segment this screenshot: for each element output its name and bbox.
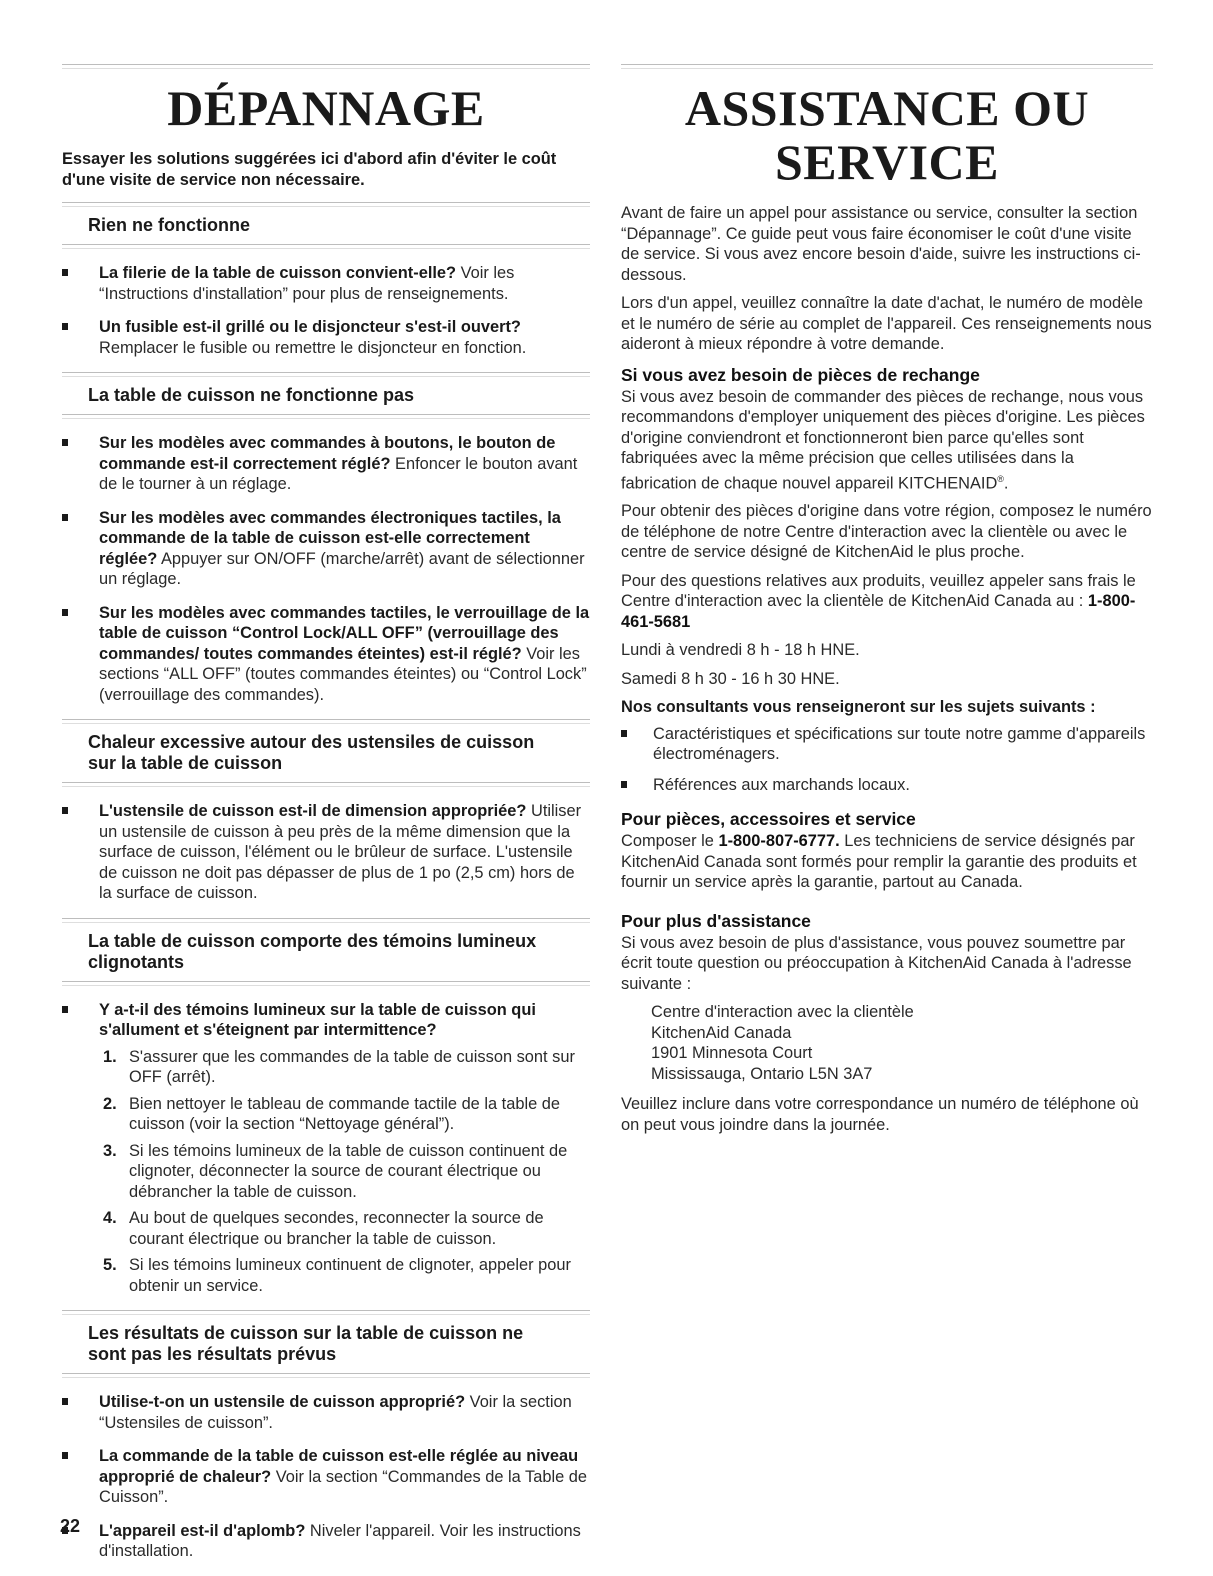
top-rule — [62, 64, 590, 69]
step-item — [99, 1208, 590, 1249]
paragraph: Avant de faire un appel pour assistance ou service, consulter la section “Dépannage”. Ce guide peut vous faire économiser le coût d'une visite de service. Si vous avez encore besoin d'aide, suivre les instructions ci-dessous. — [621, 204, 1141, 284]
question-text: L'appareil est-il d'aplomb? — [99, 1521, 306, 1540]
paragraph: Si vous avez besoin de plus d'assistance, vous pouvez soumettre par écrit toute question ou préoccupation à KitchenAid Canada à l'adresse suivante : — [621, 933, 1132, 993]
problem-list — [62, 1000, 590, 1297]
question-text: Sur les modèles avec commandes tactiles, le verrouillage de la table de cuisson “Control Lock/ALL OFF” (verrouillage des commandes/ toutes commandes éteintes) est-il réglé? — [99, 603, 590, 663]
question-text: Sur les modèles avec commandes électroniques tactiles, la commande de la table de cuisson est-elle correctement réglée? — [99, 508, 561, 568]
bullet-icon — [62, 1452, 68, 1459]
list-item — [62, 801, 590, 904]
consultants-heading: Nos consultants vous renseigneront sur les sujets suivants : — [621, 698, 1096, 717]
hours-saturday: Samedi 8 h 30 - 16 h 30 HNE. — [621, 669, 840, 688]
problem-list — [62, 263, 590, 358]
step-text: Bien nettoyer le tableau de commande tactile de la table de cuisson (voir la section “Nettoyage général”). — [129, 1094, 560, 1133]
paragraph: Veuillez inclure dans votre correspondance un numéro de téléphone où on peut vous joindre dans la journée. — [621, 1095, 1139, 1134]
subsection-heading: Pour pièces, accessoires et service — [621, 809, 916, 830]
problem-list — [62, 801, 590, 904]
topics-list — [621, 724, 1153, 796]
list-item — [62, 1446, 590, 1508]
list-item — [62, 603, 590, 706]
divider — [62, 244, 590, 249]
assistance-column — [621, 64, 1153, 1143]
topic-text: Références aux marchands locaux. — [653, 775, 910, 794]
title-line: SERVICE — [774, 134, 1000, 190]
address-line: Mississauga, Ontario L5N 3A7 — [651, 1064, 873, 1083]
paragraph-text: Si vous avez besoin de commander des pièces de rechange, nous vous recommandons d'employer uniquement des pièces d'origine. Les pièces d'origine conviendront et fonctionneront bien parce qu'elles sont fabriquées avec la même précision que celles utilisées dans la fabrication de chaque nouvel appareil KITCHENAID — [621, 387, 1145, 492]
paragraph-text: Composer le — [621, 832, 719, 851]
question-text: La commande de la table de cuisson est-elle réglée au niveau approprié de chaleur? — [99, 1447, 579, 1486]
step-number: 5. — [103, 1256, 117, 1274]
page-number: 22 — [60, 1516, 81, 1536]
bullet-icon — [621, 781, 627, 788]
list-item — [62, 1000, 590, 1297]
paragraph — [621, 571, 1153, 633]
section-heading: Les résultats de cuisson sur la table de cuisson ne sont pas les résultats prévus — [88, 1323, 524, 1364]
subsection-heading: Si vous avez besoin de pièces de rechange — [621, 364, 980, 385]
bullet-icon — [62, 323, 68, 330]
paragraph: Pour obtenir des pièces d'origine dans votre région, composez le numéro de téléphone de notre Centre d'interaction avec la clientèle ou avec le centre de service désigné de KitchenAid le plus proche. — [621, 502, 1152, 562]
question-text: La filerie de la table de cuisson convient-elle? — [99, 264, 457, 282]
bullet-icon — [62, 609, 68, 616]
answer-text: Voir la section “Commandes de la Table de Cuisson”. — [99, 1467, 588, 1506]
problem-list — [62, 433, 590, 705]
list-item — [62, 1521, 590, 1562]
section-heading: La table de cuisson ne fonctionne pas — [88, 385, 415, 405]
mailing-address — [651, 1002, 1153, 1084]
address-line: 1901 Minnesota Court — [651, 1044, 813, 1063]
bullet-icon — [62, 514, 68, 521]
answer-text: Utiliser un ustensile de cuisson à peu près de la même dimension que la surface de cuisson, l'élément ou le brûleur de surface. L'ustensile de cuisson ne doit pas dépasser de plus de 1 po (2,5 cm) hors de la surface de cuisson. — [99, 802, 582, 902]
divider — [62, 782, 590, 787]
list-item — [62, 1392, 590, 1433]
answer-text: Voir les “Instructions d'installation” pour plus de renseignements. — [99, 264, 515, 303]
answer-text: Voir la section “Ustensiles de cuisson”. — [99, 1393, 572, 1432]
answer-text: Remplacer le fusible ou remettre le disjoncteur en fonction. — [99, 338, 527, 357]
troubleshooting-intro: Essayer les solutions suggérées ici d'abord afin d'éviter le coût d'une visite de service non nécessaire. — [62, 150, 557, 189]
step-text: Au bout de quelques secondes, reconnecter la source de courant électrique ou brancher la table de cuisson. — [129, 1209, 544, 1248]
answer-text: Enfoncer le bouton avant de le tourner à un réglage. — [99, 454, 578, 493]
phone-number: 1-800-807-6777. — [718, 832, 840, 851]
step-text: Si les témoins lumineux de la table de cuisson continuent de clignoter, déconnecter la source de courant électrique ou débrancher la table de cuisson. — [129, 1141, 568, 1201]
phone-number: 1-800-461-5681 — [621, 592, 1136, 631]
section-heading: La table de cuisson comporte des témoins lumineux clignotants — [88, 930, 537, 972]
question-text: L'ustensile de cuisson est-il de dimension appropriée? — [99, 802, 527, 820]
top-rule — [621, 64, 1153, 69]
bullet-icon — [62, 439, 68, 446]
address-line: KitchenAid Canada — [651, 1023, 792, 1042]
step-number: 2. — [103, 1094, 117, 1113]
step-number: 4. — [103, 1209, 117, 1227]
step-text: Si les témoins lumineux continuent de clignoter, appeler pour obtenir un service. — [129, 1256, 571, 1295]
bullet-icon — [62, 1398, 68, 1405]
steps-list — [99, 1047, 590, 1297]
list-item — [62, 433, 590, 495]
list-item — [621, 724, 1153, 765]
step-text: S'assurer que les commandes de la table de cuisson sont sur OFF (arrêt). — [129, 1047, 575, 1086]
divider — [62, 414, 590, 419]
paragraph: Lors d'un appel, veuillez connaître la date d'achat, le numéro de modèle et le numéro de série au complet de l'appareil. Ces renseignements nous aideront à mieux répondre à votre demande. — [621, 294, 1152, 353]
answer-text: Appuyer sur ON/OFF (marche/arrêt) avant de sélectionner un réglage. — [99, 549, 585, 588]
bullet-icon — [62, 1006, 68, 1013]
step-number: 1. — [103, 1047, 117, 1066]
list-item — [62, 317, 590, 358]
subsection-heading: Pour plus d'assistance — [621, 910, 811, 931]
troubleshooting-column — [62, 64, 590, 1576]
assistance-title — [621, 81, 1153, 189]
paragraph-text: Pour des questions relatives aux produits, veuillez appeler sans frais le Centre d'interaction avec la clientèle de KitchenAid Canada au : — [621, 571, 1136, 611]
list-item — [62, 508, 590, 590]
answer-text: Niveler l'appareil. Voir les instructions d'installation. — [99, 1521, 581, 1560]
problem-list — [62, 1392, 590, 1562]
paragraph — [621, 387, 1153, 494]
paragraph-end: . — [1003, 473, 1009, 492]
divider — [62, 1373, 590, 1378]
troubleshooting-title: DÉPANNAGE — [167, 80, 485, 136]
step-item — [99, 1094, 590, 1135]
section-heading: Chaleur excessive autour des ustensiles de cuisson sur la table de cuisson — [88, 732, 535, 773]
step-number: 3. — [103, 1141, 117, 1160]
question-text: Sur les modèles avec commandes à boutons, le bouton de commande est-il correctement réglé? — [99, 434, 556, 473]
registered-mark: ® — [997, 473, 1004, 484]
bullet-icon — [621, 730, 627, 737]
paragraph-text: Les techniciens de service désignés par KitchenAid Canada sont formés pour remplir la garantie des produits et fournir un service après la garantie, partout au Canada. — [621, 832, 1137, 892]
topic-text: Caractéristiques et spécifications sur toute notre gamme d'appareils électroménagers. — [653, 724, 1146, 764]
hours-weekday: Lundi à vendredi 8 h - 18 h HNE. — [621, 641, 860, 660]
paragraph — [621, 831, 1153, 893]
answer-text: Voir les sections “ALL OFF” (toutes commandes éteintes) ou “Control Lock” (verrouillage des commandes). — [99, 644, 587, 704]
divider — [62, 981, 590, 986]
question-text: Un fusible est-il grillé ou le disjoncteur s'est-il ouvert? — [99, 318, 521, 336]
section-heading: Rien ne fonctionne — [88, 215, 250, 235]
question-text: Y a-t-il des témoins lumineux sur la table de cuisson qui s'allument et s'éteignent par intermittence? — [99, 1000, 536, 1039]
step-item — [99, 1255, 590, 1296]
question-text: Utilise-t-on un ustensile de cuisson approprié? — [99, 1393, 466, 1411]
step-item — [99, 1141, 590, 1203]
bullet-icon — [62, 269, 68, 276]
address-line: Centre d'interaction avec la clientèle — [651, 1003, 914, 1022]
title-line: ASSISTANCE OU — [684, 80, 1090, 136]
list-item — [62, 263, 590, 304]
step-item — [99, 1047, 590, 1088]
list-item — [621, 775, 1153, 796]
bullet-icon — [62, 807, 68, 814]
